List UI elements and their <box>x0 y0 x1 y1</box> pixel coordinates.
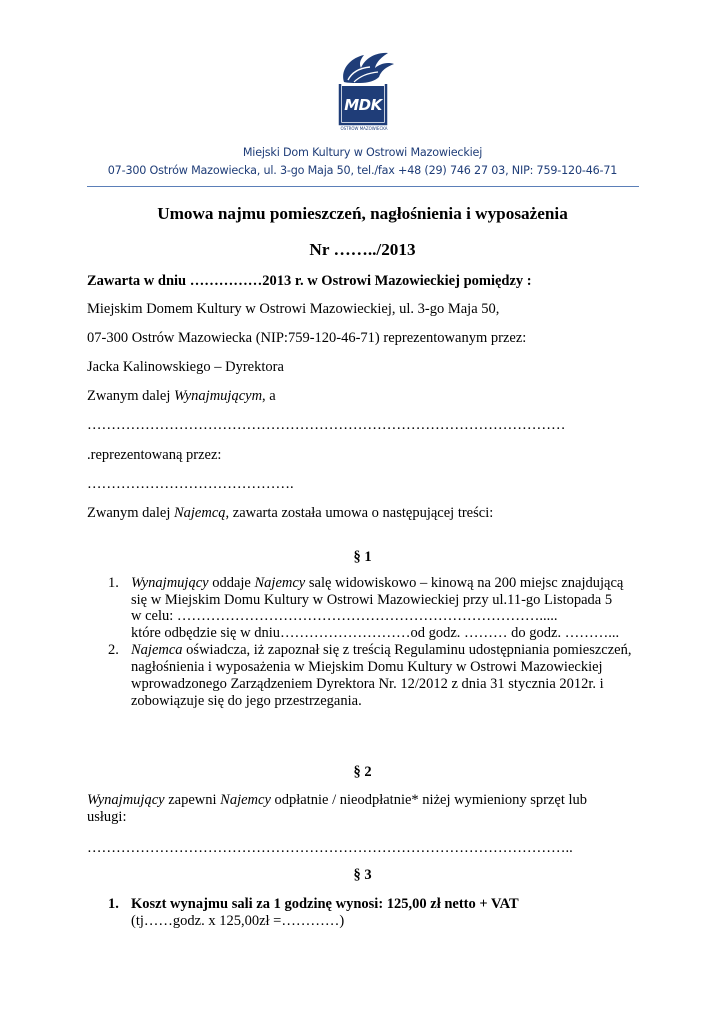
dotted-line: ……………………………………………………………………………………… <box>87 417 566 433</box>
institution-address: 07-300 Ostrów Mazowiecka, ul. 3-go Maja 50, tel./fax +48 (29) 746 27 03, NIP: 759-120-46-71 <box>107 164 618 177</box>
institution-name: Miejski Dom Kultury w Ostrowi Mazowieckiej <box>242 146 483 159</box>
party1-line1: Miejskim Domem Kultury w Ostrowi Mazowieckiej, ul. 3-go Maja 50, <box>87 301 500 317</box>
called-prefix: Zwanym dalej <box>87 505 174 521</box>
logo-letters: MDK <box>344 96 382 114</box>
section-2-heading: § 2 <box>353 764 372 780</box>
called-landlord-line <box>87 388 276 405</box>
text-run: salę widowiskowo – kinową na 200 miejsc znajdującą <box>305 575 624 591</box>
called-suffix: , zawarta została umowa o następującej treści: <box>225 505 494 521</box>
dotted-line: ……………………………………. <box>87 476 294 492</box>
party1-line2: 07-300 Ostrów Mazowiecka (NIP:759-120-46-71) reprezentowanym przez: <box>87 330 527 346</box>
concluded-line: Zawarta w dniu ……………2013 r. w Ostrowi Mazowieckiej pomiędzy : <box>87 273 532 289</box>
tenant-term: Najemca <box>131 642 183 658</box>
called-tenant-line <box>87 505 493 522</box>
hand-book-icon <box>330 50 396 138</box>
s3-item1-line1: Koszt wynajmu sali za 1 godzinę wynosi: 125,00 zł netto + VAT <box>131 896 519 912</box>
s1-item1-line4: które odbędzie się w dniu………………………od godz. ……… do godz. ………... <box>131 625 620 641</box>
s1-item1-line1 <box>131 575 623 592</box>
tenant-term: Najemcą <box>173 505 226 521</box>
s1-item2-line1 <box>131 642 631 659</box>
dotted-line: ……………………………………………………………………………………….. <box>87 840 573 856</box>
landlord-term: Wynajmujący <box>87 792 165 808</box>
s2-line1 <box>87 792 587 809</box>
document-number: Nr ……../2013 <box>309 240 416 259</box>
mdk-logo <box>330 50 396 138</box>
landlord-term: Wynajmującym <box>173 388 263 404</box>
text-run: zapewni <box>164 792 221 808</box>
s1-item1-line3: w celu: …………………………………………………………………..... <box>131 608 558 624</box>
text-run: oddaje <box>208 575 255 591</box>
document-title: Umowa najmu pomieszczeń, nagłośnienia i wyposażenia <box>157 204 568 223</box>
s2-line2: usługi: <box>87 809 127 825</box>
section-3-heading: § 3 <box>353 867 372 883</box>
called-prefix: Zwanym dalej <box>87 388 174 404</box>
header-divider <box>87 186 639 187</box>
s3-item1-line2: (tj……godz. x 125,00zł =…………) <box>131 913 345 929</box>
list-item-number: 1. <box>108 575 119 591</box>
section-1-heading: § 1 <box>353 549 372 565</box>
list-item-number: 2. <box>108 642 119 658</box>
called-suffix: , a <box>262 388 276 404</box>
text-run: odpłatnie / nieodpłatnie* niżej wymieniony sprzęt lub <box>270 792 587 808</box>
s1-item2-line2: nagłośnienia i wyposażenia w Miejskim Domu Kultury w Ostrowi Mazowieckiej <box>131 659 603 675</box>
logo-subtext: OSTRÓW MAZOWIECKA <box>340 126 388 131</box>
landlord-term: Wynajmujący <box>131 575 209 591</box>
s1-item1-line2: się w Miejskim Domu Kultury w Ostrowi Mazowieckiej przy ul.11-go Listopada 5 <box>131 592 613 608</box>
tenant-term: Najemcy <box>220 792 271 808</box>
party1-representative: Jacka Kalinowskiego – Dyrektora <box>87 359 284 375</box>
tenant-term: Najemcy <box>254 575 306 591</box>
text-run: oświadcza, iż zapoznał się z treścią Regulaminu udostępniania pomieszczeń, <box>182 642 632 658</box>
represented-by: .reprezentowaną przez: <box>87 447 222 463</box>
s1-item2-line4: zobowiązuje się do jego przestrzegania. <box>131 693 362 709</box>
s1-item2-line3: wprowadzonego Zarządzeniem Dyrektora Nr. 12/2012 z dnia 31 stycznia 2012r. i <box>131 676 604 692</box>
list-item-number: 1. <box>108 896 119 912</box>
